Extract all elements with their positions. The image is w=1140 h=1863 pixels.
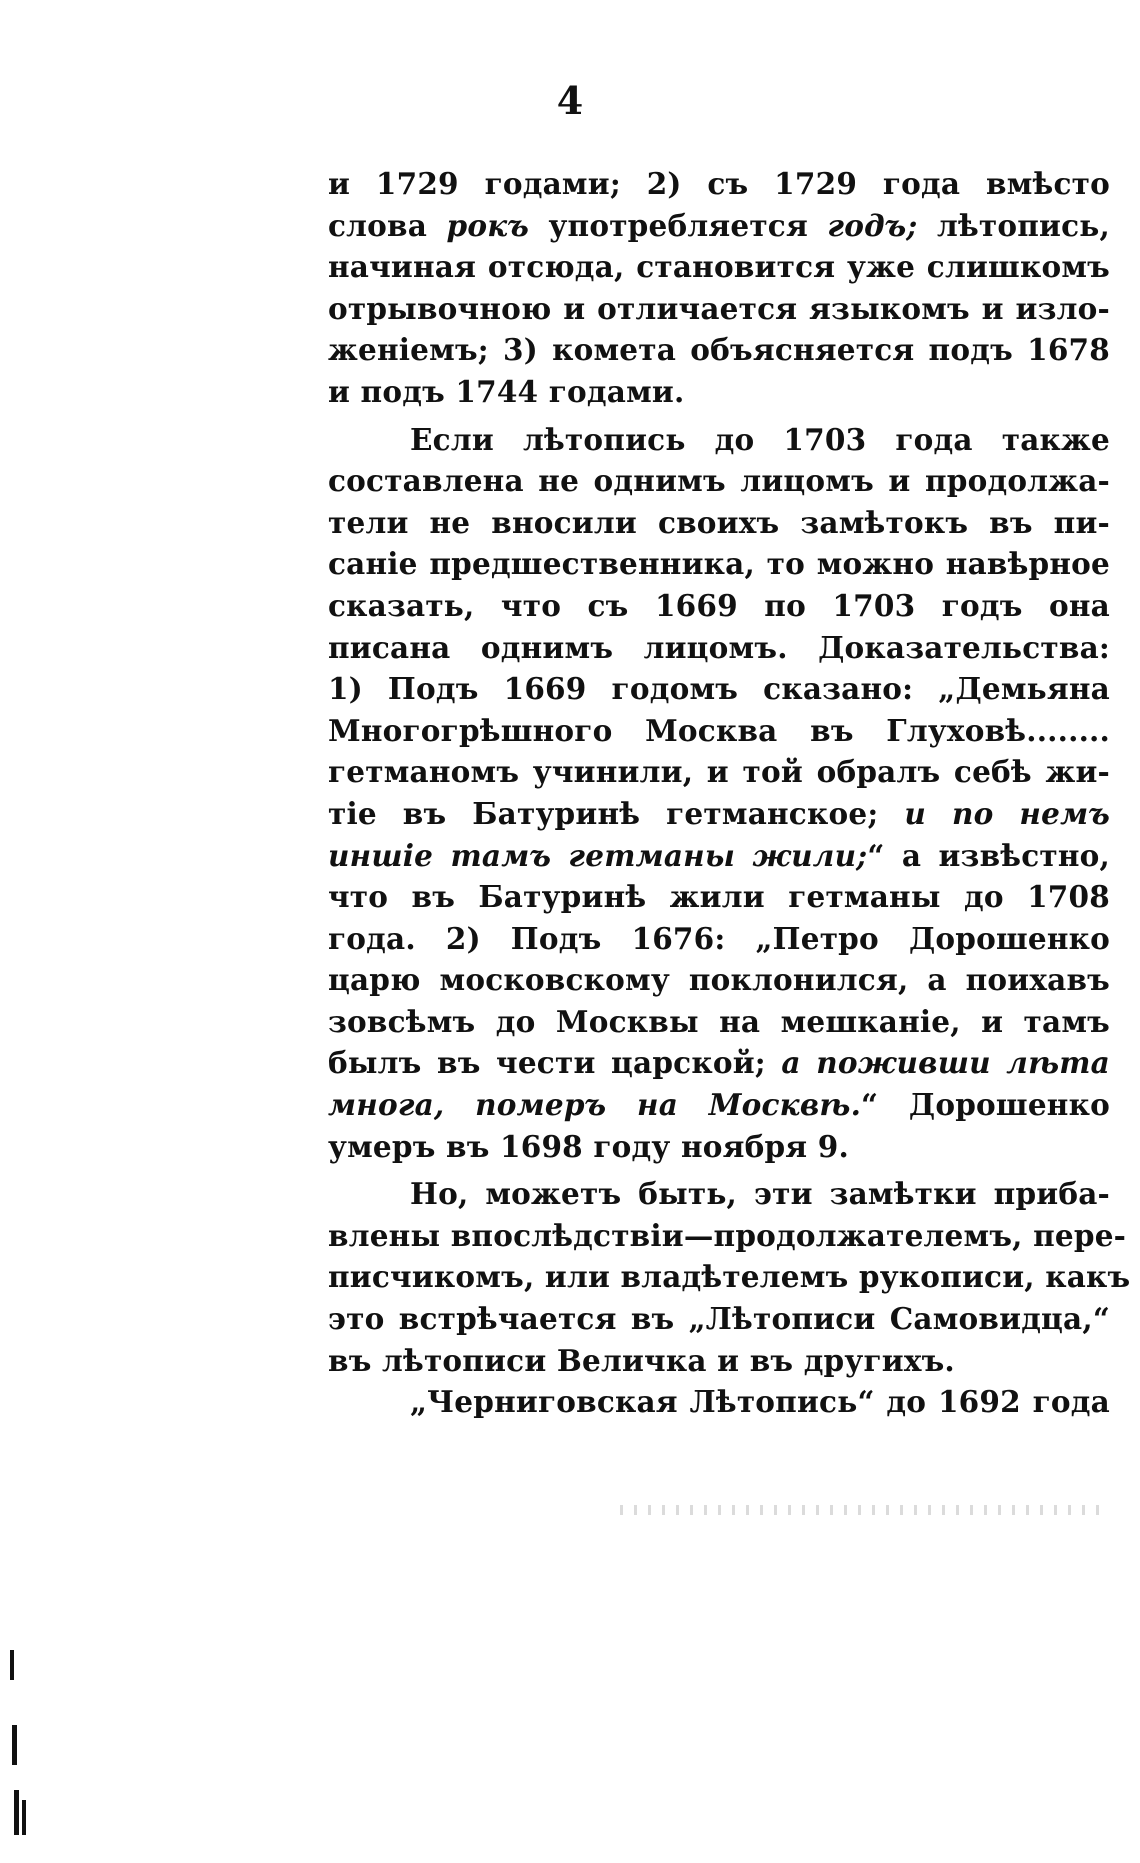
text-segment: Но, можетъ быть, эти замѣтки приба- — [410, 1176, 1110, 1212]
text-segment: зовсѣмъ до Москвы на мешканіе, и тамъ — [328, 1003, 1110, 1039]
text-segment: гетманомъ учинили, и той обралъ себѣ жи- — [328, 754, 1110, 790]
text-segment: тіе въ Батуринѣ гетманское; — [328, 795, 905, 831]
text-line — [328, 1001, 1110, 1043]
paragraph-first-line — [328, 1381, 1110, 1423]
text-line — [328, 288, 1110, 330]
text-segment: что въ Батуринѣ жили гетманы до 1708 — [328, 879, 1110, 915]
italic-text: и по немъ — [904, 795, 1110, 831]
text-segment: женіемъ; 3) комета объясняется подъ 1678 — [328, 332, 1110, 368]
paragraph-first-line — [328, 419, 1110, 461]
text-line — [328, 246, 1110, 288]
text-segment: Если лѣтопись до 1703 года также — [410, 421, 1110, 457]
text-segment: это встрѣчается въ „Лѣтописи Самовидца,“ — [328, 1301, 1110, 1337]
text-segment: писана однимъ лицомъ. Доказательства: — [328, 629, 1110, 665]
italic-text: многа, померъ на Москвѣ. — [328, 1087, 862, 1123]
text-segment: и 1729 годами; 2) съ 1729 года вмѣсто — [328, 166, 1110, 201]
text-segment: “ а извѣстно, — [867, 837, 1111, 873]
text-segment: саніе предшественника, то можно навѣрное — [328, 546, 1110, 582]
text-segment: составлена не однимъ лицомъ и продолжа- — [328, 463, 1110, 499]
text-segment: и подъ 1744 годами. — [328, 373, 685, 409]
text-segment: лѣтопись, — [917, 207, 1110, 243]
text-segment: употребляется — [529, 207, 828, 243]
text-segment: царю московскому поклонился, а поихавъ — [328, 962, 1110, 998]
bleed-through-strip — [620, 1505, 1110, 1515]
text-line — [328, 835, 1110, 877]
page-number: 4 — [556, 78, 584, 123]
text-line — [328, 460, 1110, 502]
text-line — [328, 959, 1110, 1001]
text-line — [328, 1084, 1110, 1126]
binding-mark — [12, 1725, 17, 1765]
italic-text: рокъ — [446, 207, 530, 243]
binding-mark — [22, 1800, 26, 1835]
italic-text: годъ; — [827, 207, 918, 243]
text-line — [328, 1215, 1127, 1257]
text-line — [328, 329, 1110, 371]
text-segment: начиная отсюда, становится уже слишкомъ — [328, 249, 1110, 285]
body-text — [328, 163, 1131, 1423]
text-segment: былъ въ чести царской; — [328, 1045, 782, 1081]
text-line — [328, 1256, 1131, 1298]
text-segment: сказать, что съ 1669 по 1703 годъ она — [328, 587, 1110, 623]
text-segment: отрывочною и отличается языкомъ и изло- — [328, 290, 1110, 326]
text-segment: 1) Подъ 1669 годомъ сказано: „Демьяна — [328, 671, 1110, 707]
text-line — [328, 1298, 1110, 1340]
text-line — [328, 627, 1110, 669]
text-segment: тели не вносили своихъ замѣтокъ въ пи- — [328, 504, 1110, 540]
italic-text: иншіе тамъ гетманы жили; — [328, 837, 868, 873]
text-segment: писчикомъ, или владѣтелемъ рукописи, какъ — [328, 1259, 1131, 1295]
text-segment: года. 2) Подъ 1676: „Петро Дорошенко — [328, 920, 1110, 956]
text-segment: умеръ въ 1698 году ноября 9. — [328, 1128, 849, 1164]
text-line — [328, 1042, 1110, 1084]
text-line — [328, 543, 1110, 585]
text-line — [328, 710, 1110, 752]
text-segment: Многогрѣшного Москва въ Глуховѣ........ — [328, 712, 1110, 748]
text-line — [328, 1340, 1110, 1382]
text-line — [328, 668, 1110, 710]
text-line — [328, 502, 1110, 544]
text-line — [328, 585, 1110, 627]
binding-mark — [10, 1650, 14, 1680]
text-line — [328, 205, 1110, 247]
text-segment: слова — [328, 207, 447, 243]
text-segment: въ лѣтописи Величка и въ другихъ. — [328, 1342, 955, 1378]
text-line — [328, 751, 1110, 793]
paragraph-first-line — [328, 1173, 1110, 1215]
text-line — [328, 1126, 1110, 1168]
text-segment: “ Дорошенко — [861, 1087, 1110, 1123]
binding-mark — [14, 1790, 19, 1835]
text-segment: „Черниговская Лѣтопись“ до 1692 года — [410, 1384, 1110, 1420]
text-line — [328, 163, 1110, 205]
text-line — [328, 876, 1110, 918]
text-segment: влены впослѣдствіи—продолжателемъ, пере- — [328, 1217, 1127, 1253]
text-line — [328, 793, 1110, 835]
text-line — [328, 918, 1110, 960]
italic-text: а поживши лѣта — [781, 1045, 1110, 1081]
text-line — [328, 371, 1110, 413]
